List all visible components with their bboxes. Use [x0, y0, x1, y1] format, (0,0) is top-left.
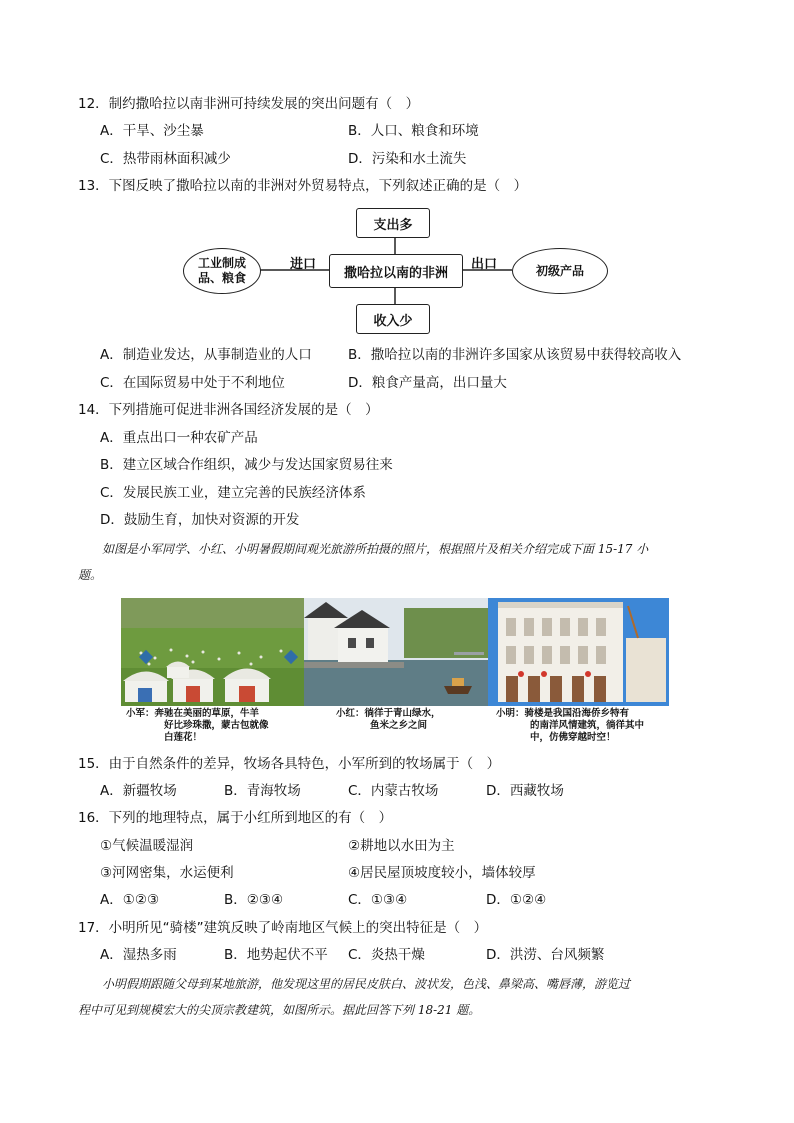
q14-option-b: B．建立区域合作组织，减少与发达国家贸易往来 — [100, 457, 393, 473]
q16-option-b: B．②③④ — [224, 892, 284, 908]
trade-diagram-connectors — [0, 0, 794, 345]
caption-xiaojun — [126, 708, 269, 744]
caption-xiaoming-line2: 的南洋风情建筑，徜徉其中 — [530, 720, 645, 731]
q16-option-c: C．①③④ — [348, 892, 408, 908]
q12-option-c: C．热带雨林面积减少 — [100, 151, 231, 167]
q15-option-d: D．西藏牧场 — [486, 783, 564, 799]
caption-xiaojun-line1: 小军：奔驰在美丽的草原，牛羊 — [126, 708, 260, 719]
photo-arcade-building — [488, 598, 669, 706]
q16-statement-3: ③河网密集，水运便利 — [100, 865, 234, 881]
caption-xiaoming-line1: 小明：骑楼是我国沿海侨乡特有 — [496, 708, 630, 719]
diagram-import-label: 进口 — [290, 257, 317, 272]
caption-xiaohong-line2: 鱼米之乡之间 — [370, 720, 428, 731]
q17-option-d: D．洪涝、台风频繁 — [486, 947, 605, 963]
q16-statement-1: ①气候温暖湿润 — [100, 838, 194, 854]
diagram-left-ellipse — [183, 248, 261, 294]
q13-option-a: A．制造业发达，从事制造业的人口 — [100, 347, 312, 363]
diagram-top-box: 支出多 — [356, 208, 430, 238]
diagram-right-ellipse: 初级产品 — [512, 248, 608, 294]
q17-option-b: B．地势起伏不平 — [224, 947, 328, 963]
caption-xiaoming — [496, 708, 644, 744]
q13-stem: 13．下图反映了撒哈拉以南的非洲对外贸易特点，下列叙述正确的是（ ） — [78, 178, 528, 194]
q15-option-a: A．新疆牧场 — [100, 783, 177, 799]
caption-xiaojun-line3: 白莲花！ — [164, 732, 203, 743]
q12-stem: 12．制约撒哈拉以南非洲可持续发展的突出问题有（ ） — [78, 96, 420, 112]
photo-grassland — [121, 598, 304, 706]
q12-option-a: A．干旱、沙尘暴 — [100, 123, 204, 139]
diagram-left-line2: 品、粮食 — [197, 271, 246, 285]
caption-xiaohong-line1: 小红：徜徉于青山绿水， — [336, 708, 441, 719]
q13-option-c: C．在国际贸易中处于不利地位 — [100, 375, 285, 391]
caption-xiaohong — [336, 708, 441, 732]
q13-option-b: B．撒哈拉以南的非洲许多国家从该贸易中获得较高收入 — [348, 347, 682, 363]
diagram-bottom-box: 收入少 — [356, 304, 430, 334]
photo-water-town — [304, 598, 488, 706]
q17-stem: 17．小明所见“骑楼”建筑反映了岭南地区气候上的突出特征是（ ） — [78, 920, 488, 936]
intro1-line2: 题。 — [78, 568, 103, 582]
q15-stem: 15．由于自然条件的差异，牧场各具特色，小军所到的牧场属于（ ） — [78, 756, 501, 772]
q16-statement-2: ②耕地以水田为主 — [348, 838, 455, 854]
diagram-export-label: 出口 — [471, 257, 498, 272]
q16-option-a: A．①②③ — [100, 892, 160, 908]
q14-option-d: D．鼓励生育，加快对资源的开发 — [100, 512, 300, 528]
q15-option-b: B．青海牧场 — [224, 783, 301, 799]
q16-option-d: D．①②④ — [486, 892, 547, 908]
q17-option-a: A．湿热多雨 — [100, 947, 177, 963]
caption-xiaojun-line2: 好比珍珠撒，蒙古包就像 — [164, 720, 269, 731]
q13-option-d: D．粮食产量高，出口量大 — [348, 375, 507, 391]
q14-option-a: A．重点出口一种农矿产品 — [100, 430, 258, 446]
intro1-line1: 如图是小军同学、小红、小明暑假期间观光旅游所拍摄的照片，根据照片及相关介绍完成下面 15-17 小 — [102, 542, 649, 556]
q12-option-b: B．人口、粮食和环境 — [348, 123, 479, 139]
q16-statement-4: ④居民屋顶坡度较小，墙体较厚 — [348, 865, 536, 881]
q16-stem: 16．下列的地理特点，属于小红所到地区的有（ ） — [78, 810, 393, 826]
caption-xiaoming-line3: 中，仿佛穿越时空！ — [530, 732, 616, 743]
q12-option-d: D．污染和水土流失 — [348, 151, 467, 167]
diagram-left-line1: 工业制成 — [197, 256, 246, 270]
intro2-line1: 小明假期跟随父母到某地旅游，他发现这里的居民皮肤白、波状发，色浅、鼻梁高、嘴唇薄，游览过 — [102, 977, 631, 991]
diagram-center-box: 撒哈拉以南的非洲 — [329, 254, 463, 288]
q15-option-c: C．内蒙古牧场 — [348, 783, 439, 799]
q14-option-c: C．发展民族工业，建立完善的民族经济体系 — [100, 485, 366, 501]
q17-option-c: C．炎热干燥 — [348, 947, 425, 963]
q14-stem: 14．下列措施可促进非洲各国经济发展的是（ ） — [78, 402, 379, 418]
intro2-line2: 程中可见到规模宏大的尖顶宗教建筑，如图所示。据此回答下列 18-21 题。 — [78, 1003, 481, 1017]
